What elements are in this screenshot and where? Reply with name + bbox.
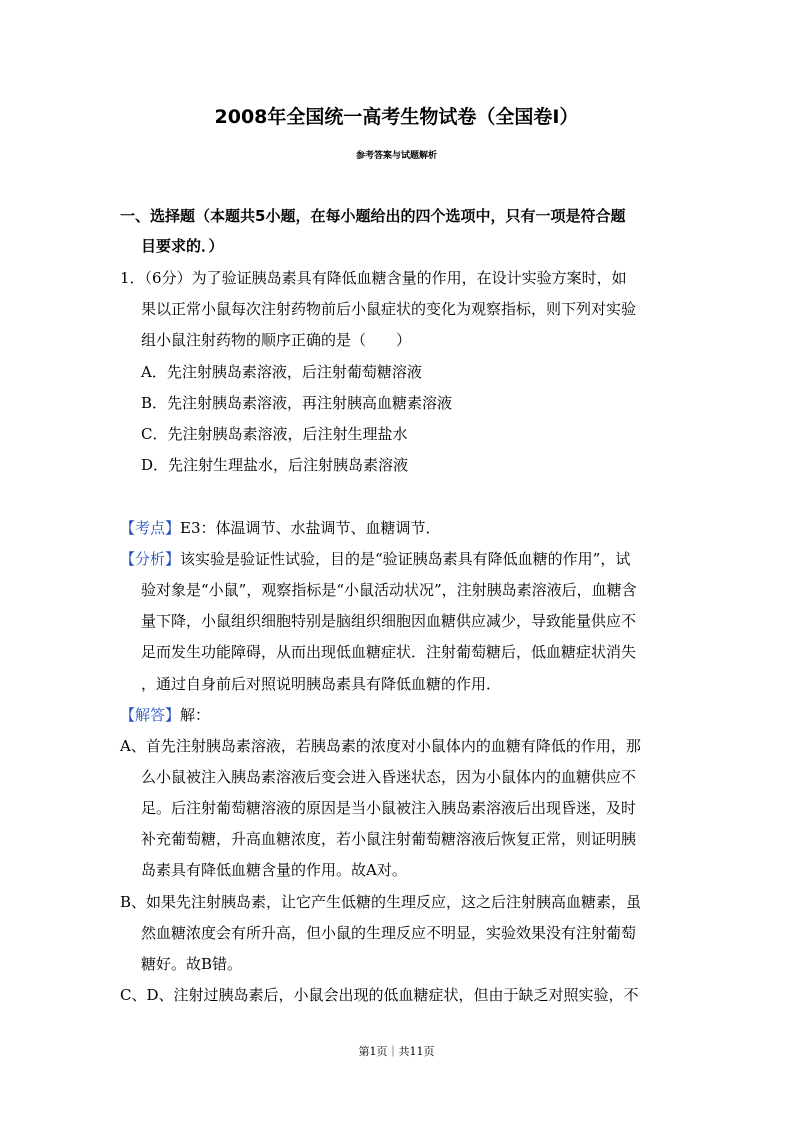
fenxi-line-5: ，通过自身前后对照说明胰岛素具有降低血糖的作用．	[141, 675, 502, 693]
answer-a-line-4: 补充葡萄糖，升高血糖浓度，若小鼠注射葡萄糖溶液后恢复正常，则证明胰	[141, 830, 637, 848]
jieda-line	[120, 705, 210, 725]
answer-a-line-5: 岛素具有降低血糖含量的作用。故A对。	[141, 861, 407, 879]
option-c: C．先注射胰岛素溶液，后注射生理盐水	[141, 425, 408, 443]
option-d: D．先注射生理盐水，后注射胰岛素溶液	[141, 456, 409, 474]
section-heading-line-2: 目要求的．）	[141, 237, 224, 255]
kaodian-text: E3：体温调节、水盐调节、血糖调节．	[180, 519, 441, 537]
answer-a-line-1: A、首先注射胰岛素溶液，若胰岛素的浓度对小鼠体内的血糖有降低的作用，那	[120, 737, 641, 755]
option-a: A．先注射胰岛素溶液，后注射葡萄糖溶液	[141, 363, 422, 381]
page-title: 2008年全国统一高考生物试卷（全国卷Ⅰ）	[214, 106, 579, 128]
fenxi-tag: 【分析】	[120, 550, 181, 568]
answer-cd-line-1: C、D、注射过胰岛素后，小鼠会出现的低血糖症状，但由于缺乏对照实验，不	[120, 986, 639, 1004]
fenxi-text-1: 该实验是验证性试验，目的是“验证胰岛素具有降低血糖的作用”，试	[180, 550, 631, 568]
kaodian-tag: 【考点】	[120, 519, 181, 537]
page-subtitle: 参考答案与试题解析	[355, 151, 437, 161]
question-stem-line-1: 1．（6分）为了验证胰岛素具有降低血糖含量的作用，在设计实验方案时，如	[120, 269, 627, 287]
page-footer: 第1页｜共11页	[358, 1045, 435, 1058]
option-b: B．先注射胰岛素溶液，再注射胰高血糖素溶液	[141, 394, 453, 412]
answer-a-line-3: 足。后注射葡萄糖溶液的原因是当小鼠被注入胰岛素溶液后出现昏迷，及时	[141, 799, 637, 817]
jieda-text: 解：	[180, 706, 211, 724]
answer-b-line-2: 然血糖浓度会有所升高，但小鼠的生理反应不明显，实验效果没有注射葡萄	[141, 924, 637, 942]
fenxi-line-1	[120, 549, 630, 569]
answer-b-line-1: B、如果先注射胰岛素，让它产生低糖的生理反应，这之后注射胰高血糖素，虽	[120, 893, 642, 911]
section-heading-line-1: 一、选择题（本题共5小题，在每小题给出的四个选项中，只有一项是符合题	[120, 207, 626, 225]
fenxi-line-3: 量下降，小鼠组织细胞特别是脑组织细胞因血糖供应减少，导致能量供应不	[141, 612, 637, 630]
jieda-tag: 【解答】	[120, 706, 181, 724]
kaodian-line	[120, 518, 441, 538]
answer-b-line-3: 糖好。故B错。	[141, 955, 243, 973]
fenxi-line-2: 验对象是“小鼠”，观察指标是“小鼠活动状况”，注射胰岛素溶液后，血糖含	[141, 581, 637, 599]
answer-a-line-2: 么小鼠被注入胰岛素溶液后变会进入昏迷状态，因为小鼠体内的血糖供应不	[141, 768, 637, 786]
question-stem-line-2: 果以正常小鼠每次注射药物前后小鼠症状的变化为观察指标，则下列对实验	[141, 300, 637, 318]
fenxi-line-4: 足而发生功能障碍，从而出现低血糖症状．注射葡萄糖后，低血糖症状消失	[141, 643, 637, 661]
question-stem-line-3: 组小鼠注射药物的顺序正确的是（ ）	[141, 331, 412, 349]
